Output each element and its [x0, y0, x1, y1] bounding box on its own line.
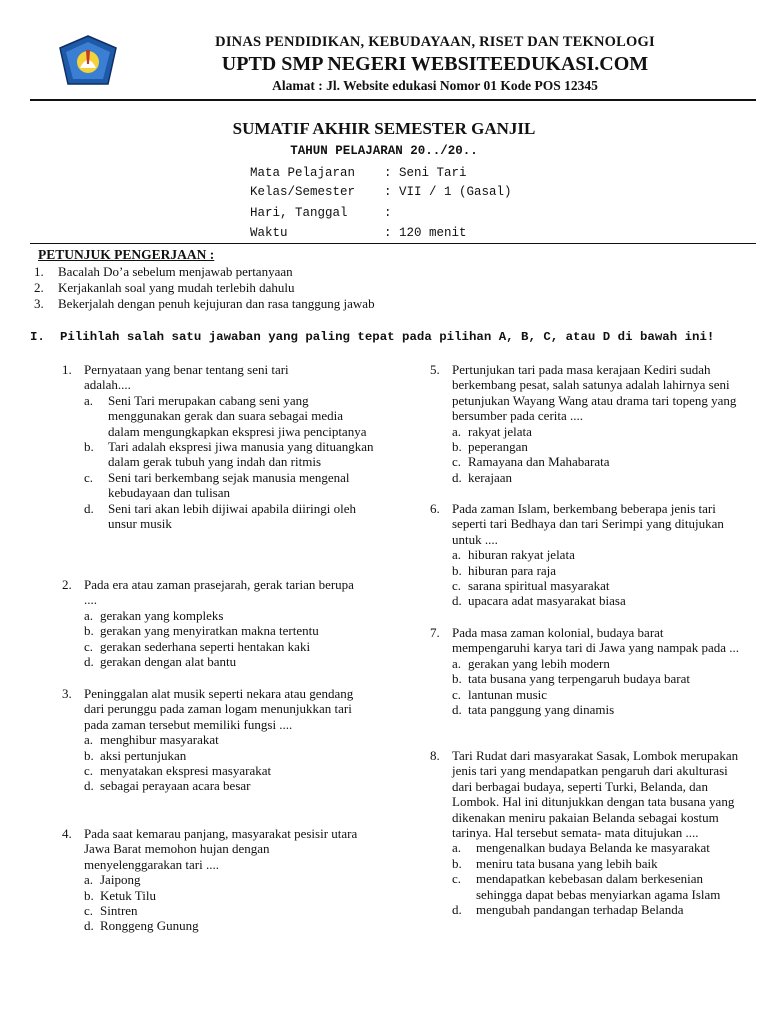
- option-d: [62, 501, 376, 532]
- option-text: gerakan yang menyiratkan makna tertentu: [100, 623, 319, 639]
- option-d: [84, 654, 362, 669]
- option-letter: a.: [84, 872, 94, 888]
- option-a: [452, 547, 742, 562]
- question-stem: Pertunjukan tari pada masa kerajaan Kediri sudah berkembang pesat, salah satunya adalah lahirnya seni petunjukan Wayang Wang atau drama tari topeng yang bersumber pada cerita ....: [452, 362, 737, 424]
- option-a: [84, 732, 362, 747]
- instruction-item: [34, 280, 294, 296]
- option-letter: d.: [452, 702, 462, 718]
- option-text: hiburan para raja: [468, 562, 557, 578]
- option-letter: d.: [84, 654, 94, 670]
- school-address: Alamat : Jl. Website edukasi Nomor 01 Kode POS 12345: [272, 78, 598, 93]
- question-4: [62, 826, 362, 934]
- option-letter: b.: [84, 887, 94, 903]
- instructions-heading: PETUNJUK PENGERJAAN :: [38, 247, 215, 262]
- meta-label: Mata Pelajaran: [250, 166, 356, 180]
- option-text: aksi pertunjukan: [100, 747, 187, 763]
- question-7: [430, 625, 742, 717]
- option-c: [452, 871, 740, 902]
- question-stem: Pada era atau zaman prasejarah, gerak tarian berupa ....: [84, 577, 354, 608]
- option-letter: a.: [452, 547, 462, 563]
- question-8: [430, 748, 740, 917]
- option-text: menyatakan ekspresi masyarakat: [100, 763, 272, 779]
- instruction-number: 1.: [34, 264, 44, 279]
- option-d: [84, 918, 362, 933]
- option-text: lantunan music: [468, 686, 548, 702]
- option-text: upacara adat masyarakat biasa: [468, 593, 626, 609]
- instruction-text: Bekerjalah dengan penuh kejujuran dan rasa tanggung jawab: [58, 296, 375, 311]
- option-a: [84, 872, 362, 887]
- exam-year: TAHUN PELAJARAN 20../20..: [290, 144, 478, 158]
- option-text: peperangan: [468, 439, 528, 455]
- instruction-item: [34, 264, 293, 280]
- option-letter: b.: [84, 747, 94, 763]
- option-text: Ramayana dan Mahabarata: [468, 454, 610, 470]
- option-text: gerakan dengan alat bantu: [100, 654, 237, 670]
- instruction-item: [34, 296, 375, 312]
- option-text: menghibur masyarakat: [100, 732, 219, 748]
- meta-label: Waktu: [250, 226, 288, 240]
- option-text: mengenalkan budaya Belanda ke masyarakat: [476, 840, 710, 856]
- option-text: Ronggeng Gunung: [100, 918, 199, 934]
- question-number: 8.: [430, 748, 440, 763]
- option-b: [452, 563, 742, 578]
- option-text: gerakan sederhana seperti hentakan kaki: [100, 638, 311, 654]
- option-text: Sintren: [100, 903, 138, 919]
- instruction-number: 2.: [34, 280, 44, 295]
- question-number: 4.: [62, 826, 72, 841]
- option-letter: a.: [452, 423, 462, 439]
- option-letter: b.: [452, 855, 462, 871]
- option-text: mendapatkan kebebasan dalam berkesenian sehingga dapat bebas menyiarkan agama Islam: [476, 871, 721, 902]
- question-6: [430, 501, 742, 609]
- option-text: kerajaan: [468, 469, 513, 485]
- question-number: 6.: [430, 501, 440, 516]
- question-number: 7.: [430, 625, 440, 640]
- option-letter: a.: [84, 392, 94, 408]
- option-letter: c.: [452, 686, 462, 702]
- option-text: tata panggung yang dinamis: [468, 702, 615, 718]
- section-number: I.: [30, 330, 45, 344]
- section-text: Pilihlah salah satu jawaban yang paling tepat pada pilihan A, B, C, atau D di bawah ini!: [60, 330, 715, 344]
- meta-label: Kelas/Semester: [250, 185, 356, 199]
- header-divider: [30, 99, 756, 101]
- option-letter: d.: [84, 918, 94, 934]
- question-1: [62, 362, 376, 531]
- option-letter: c.: [84, 763, 94, 779]
- question-stem: Peninggalan alat musik seperti nekara atau gendang dari perunggu pada zaman logam menunjukkan tari pada zaman tersebut memiliki fungsi ....: [84, 686, 354, 732]
- option-text: gerakan yang lebih modern: [468, 655, 610, 671]
- option-a: [62, 393, 376, 439]
- option-b: [84, 623, 362, 638]
- option-letter: d.: [84, 778, 94, 794]
- option-letter: d.: [84, 500, 94, 516]
- question-stem: Pada saat kemarau panjang, masyarakat pesisir utara Jawa Barat memohon hujan dengan menyelenggarakan tari ....: [84, 826, 358, 872]
- option-letter: d.: [452, 902, 462, 918]
- option-letter: a.: [84, 732, 94, 748]
- option-c: [452, 687, 742, 702]
- option-b: [84, 748, 362, 763]
- option-text: Seni Tari merupakan cabang seni yang menggunakan gerak dan suara sebagai media dalam mengungkapkan ekspresi jiwa penciptanya: [108, 392, 367, 439]
- instruction-text: Kerjakanlah soal yang mudah terlebih dahulu: [58, 280, 295, 295]
- option-d: [452, 470, 742, 485]
- section-heading: [30, 330, 714, 344]
- option-c: [84, 903, 362, 918]
- question-stem: Pada masa zaman kolonial, budaya barat mempengaruhi karya tari di Jawa yang nampak pada ...: [452, 625, 739, 656]
- option-letter: c.: [452, 578, 462, 594]
- meta-value: :: [384, 206, 392, 220]
- meta-value: : 120 menit: [384, 226, 467, 240]
- option-b: [452, 671, 742, 686]
- option-a: [452, 424, 742, 439]
- option-text: Jaipong: [100, 872, 141, 888]
- option-text: rakyat jelata: [468, 423, 532, 439]
- meta-divider: [30, 243, 756, 244]
- option-letter: a.: [452, 840, 462, 856]
- option-text: Seni tari berkembang sejak manusia mengenal kebudayaan dan tulisan: [108, 469, 350, 501]
- question-stem: Pada zaman Islam, berkembang beberapa jenis tari seperti tari Bedhaya dan tari Serimpi yang ditujukan untuk ....: [452, 501, 724, 547]
- option-d: [452, 702, 742, 717]
- option-letter: b.: [452, 562, 462, 578]
- option-letter: c.: [84, 903, 94, 919]
- option-text: gerakan yang kompleks: [100, 607, 224, 623]
- option-b: [452, 856, 740, 871]
- instruction-text: Bacalah Do’a sebelum menjawab pertanyaan: [58, 264, 293, 279]
- option-d: [452, 593, 742, 608]
- institution-line: DINAS PENDIDIKAN, KEBUDAYAAN, RISET DAN TEKNOLOGI: [215, 34, 655, 50]
- exam-title: SUMATIF AKHIR SEMESTER GANJIL: [232, 119, 536, 138]
- question-stem: Tari Rudat dari masyarakat Sasak, Lombok merupakan jenis tari yang mendapatkan pengaruh dari akulturasi dari berbagai budaya, seperti Turki, Belanda, dan Lombok. Hal ini ditunjukkan dengan tata busana yang dikenakan meniru pakaian Belanda sebagai kostum tarinya. Hal tersebut semata- mata ditujukan ....: [452, 748, 739, 841]
- option-text: hiburan rakyat jelata: [468, 547, 575, 563]
- option-text: mengubah pandangan terhadap Belanda: [476, 902, 684, 918]
- option-d: [84, 778, 362, 793]
- option-c: [452, 454, 742, 469]
- option-letter: d.: [452, 593, 462, 609]
- question-number: 1.: [62, 362, 72, 377]
- option-letter: a.: [452, 655, 462, 671]
- option-a: [452, 840, 740, 855]
- option-a: [84, 608, 362, 623]
- option-c: [62, 470, 376, 501]
- question-number: 5.: [430, 362, 440, 377]
- option-b: [452, 439, 742, 454]
- option-text: Ketuk Tilu: [100, 887, 156, 903]
- option-b: [84, 888, 362, 903]
- option-d: [452, 902, 740, 917]
- option-letter: c.: [84, 469, 94, 485]
- option-letter: d.: [452, 469, 462, 485]
- meta-value: : Seni Tari: [384, 166, 467, 180]
- option-letter: b.: [452, 439, 462, 455]
- option-letter: c.: [452, 871, 462, 887]
- question-number: 3.: [62, 686, 72, 701]
- question-3: [62, 686, 362, 794]
- option-letter: b.: [84, 623, 94, 639]
- option-c: [452, 578, 742, 593]
- option-text: meniru tata busana yang lebih baik: [476, 855, 658, 871]
- option-text: sarana spiritual masyarakat: [468, 578, 610, 594]
- school-name: UPTD SMP NEGERI WEBSITEEDUKASI.COM: [221, 53, 649, 75]
- option-text: tata busana yang terpengaruh budaya barat: [468, 671, 690, 687]
- option-letter: c.: [84, 638, 94, 654]
- instruction-number: 3.: [34, 296, 44, 311]
- question-5: [430, 362, 742, 485]
- question-number: 2.: [62, 577, 72, 592]
- question-2: [62, 577, 362, 669]
- question-stem: Pernyataan yang benar tentang seni tari adalah....: [84, 362, 289, 393]
- option-c: [84, 639, 362, 654]
- option-letter: b.: [452, 671, 462, 687]
- school-logo: [56, 34, 120, 90]
- option-letter: c.: [452, 454, 462, 470]
- option-text: Tari adalah ekspresi jiwa manusia yang dituangkan dalam gerak tubuh yang indah dan ritmis: [108, 439, 374, 470]
- option-text: Seni tari akan lebih dijiwai apabila diiringi oleh unsur musik: [108, 500, 357, 532]
- option-c: [84, 763, 362, 778]
- option-text: sebagai perayaan acara besar: [100, 778, 251, 794]
- option-letter: a.: [84, 607, 94, 623]
- meta-label: Hari, Tanggal: [250, 206, 348, 220]
- meta-value: : VII / 1 (Gasal): [384, 185, 512, 199]
- option-letter: b.: [84, 439, 94, 455]
- option-a: [452, 656, 742, 671]
- option-b: [62, 439, 376, 470]
